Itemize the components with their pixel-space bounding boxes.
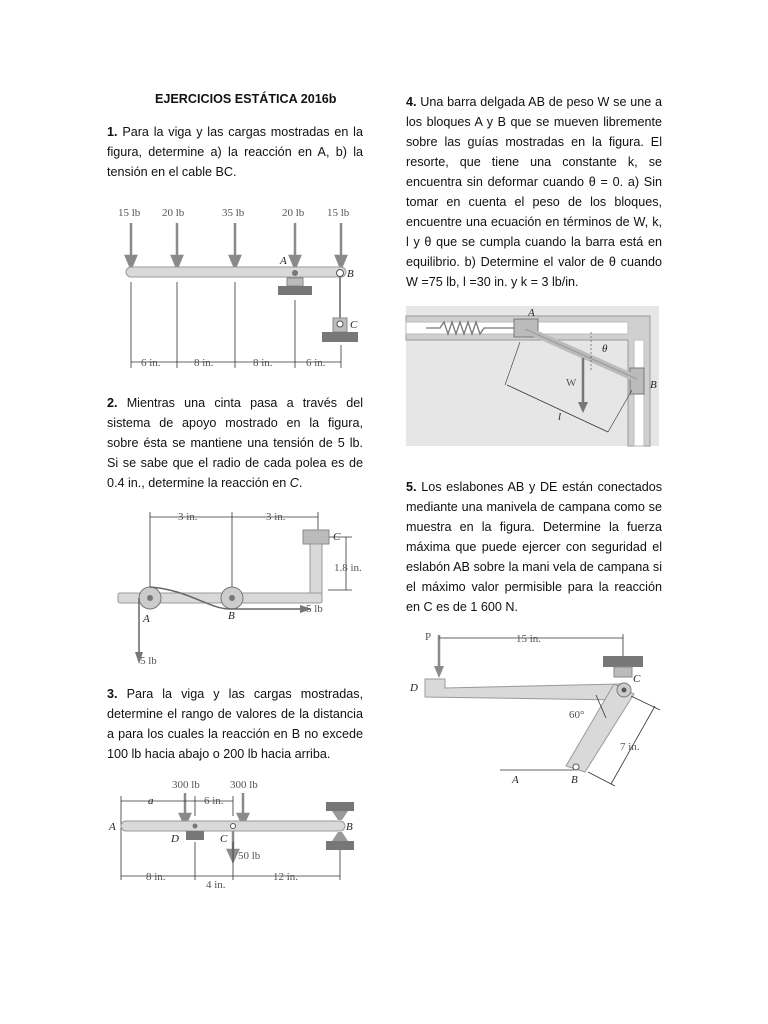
label-60-deg: 60°: [569, 709, 585, 721]
dim-8in: 8 in.: [146, 871, 166, 883]
load-label-1: 15 lb: [118, 207, 141, 219]
dim-a: a: [148, 795, 154, 807]
point-c-label: C: [333, 531, 341, 543]
load-label-3: 35 lb: [222, 207, 245, 219]
label-d: D: [410, 682, 418, 694]
point-b-label: B: [346, 821, 353, 833]
label-b: B: [650, 379, 657, 391]
point-d-label: D: [171, 833, 179, 845]
dim-3: 8 in.: [253, 357, 273, 369]
label-w: W: [566, 377, 577, 389]
point-a-label: A: [143, 613, 150, 625]
load-label-2: 20 lb: [162, 207, 185, 219]
point-a-label: A: [109, 821, 116, 833]
problem-3-number: 3.: [107, 687, 118, 701]
load-label-4: 20 lb: [282, 207, 305, 219]
problem-5-number: 5.: [406, 480, 417, 494]
load-300-1: 300 lb: [172, 779, 200, 791]
label-c: C: [633, 673, 641, 685]
label-a: A: [512, 774, 519, 786]
label-b: B: [571, 774, 578, 786]
point-b-label: B: [228, 610, 235, 622]
force-down-label: 5 lb: [140, 655, 157, 667]
problem-3-statement: Para la viga y las cargas mostradas, determine el rango de valores de la distancia a para los cuales la reacción en B no excede 100 lb hacia abajo o 200 lb hacia arriba.: [107, 687, 363, 761]
problem-2-statement: Mientras una cinta pasa a través del sistema de apoyo mostrado en la figura, sobre ésta se mantiene una tensión de 5 lb. Si se sabe que el radio de cada polea es de 0.4 in., determine la reacción en: [107, 396, 364, 490]
dim-7in: 7 in.: [620, 741, 640, 753]
point-c-label: C: [350, 319, 358, 331]
point-c-label: C: [220, 833, 228, 845]
label-l: l: [558, 411, 562, 423]
dim-2: 8 in.: [194, 357, 214, 369]
dim-1-8in: 1.8 in.: [334, 562, 362, 574]
load-label-5: 15 lb: [327, 207, 350, 219]
load-50: 50 lb: [238, 850, 261, 862]
problem-4-number: 4.: [406, 95, 417, 109]
link-de: [425, 679, 620, 700]
label-theta: θ: [602, 343, 608, 355]
label-a: A: [528, 307, 535, 319]
dim-3in-2: 3 in.: [266, 511, 286, 523]
point-a-label: A: [280, 255, 287, 267]
support-c: [603, 656, 643, 667]
problem-2-statement-end: C: [289, 476, 299, 490]
dim-15in: 15 in.: [516, 633, 542, 645]
force-right-label: 5 lb: [306, 603, 323, 615]
force-p-arrow: [434, 666, 444, 678]
dim-1: 6 in.: [141, 357, 161, 369]
problem-5-statement: Los eslabones AB y DE están conectados mediante una manivela de campana como se muestra en la figura. Determine la fuerza máxima que puede ejercer con seguridad el eslabón AB sobre la mani vela de campana si el máximo valor permisible para la reacción en C es de 1 600 N.: [406, 480, 662, 614]
point-b-label: B: [347, 268, 354, 280]
dim-4in: 4 in.: [206, 879, 226, 891]
load-300-2: 300 lb: [230, 779, 258, 791]
page-title: EJERCICIOS ESTÁTICA 2016b: [155, 92, 337, 106]
label-p: P: [425, 631, 432, 643]
problem-1-number: 1.: [107, 125, 118, 139]
dim-4: 6 in.: [306, 357, 326, 369]
problem-2-text: 2. Mientras una cinta pasa a través del sistema de apoyo mostrado en la figura, sobre ésta se mantiene una tensión de 5 lb. Si se sabe que el radio de cada polea es de 0.4 in., determine la reacción en C.: [107, 396, 364, 490]
dim-3in-1: 3 in.: [178, 511, 198, 523]
problem-4-statement: Una barra delgada AB de peso W se une a los bloques A y B que se mueven libremente sobre las guías mostradas en la figura. El resorte, que tiene una constante k, se encuentra sin deformar cuando θ = 0. a) Sin tomar en cuenta el peso de los bloques, encuentre una ecuación en términos de W, k, l y θ que se cumpla cuando la barra está en equilibrio. b) Determine el valor de θ cuando W =75 lb, l =30 in. y k = 3 lb/in.: [406, 95, 663, 289]
dim-6in: 6 in.: [204, 795, 224, 807]
problem-1-statement: Para la viga y las cargas mostradas en la figura, determine a) la reacción en A, b) la tensión en el cable BC.: [107, 125, 363, 179]
problem-2-number: 2.: [107, 396, 118, 410]
dim-12in: 12 in.: [273, 871, 299, 883]
